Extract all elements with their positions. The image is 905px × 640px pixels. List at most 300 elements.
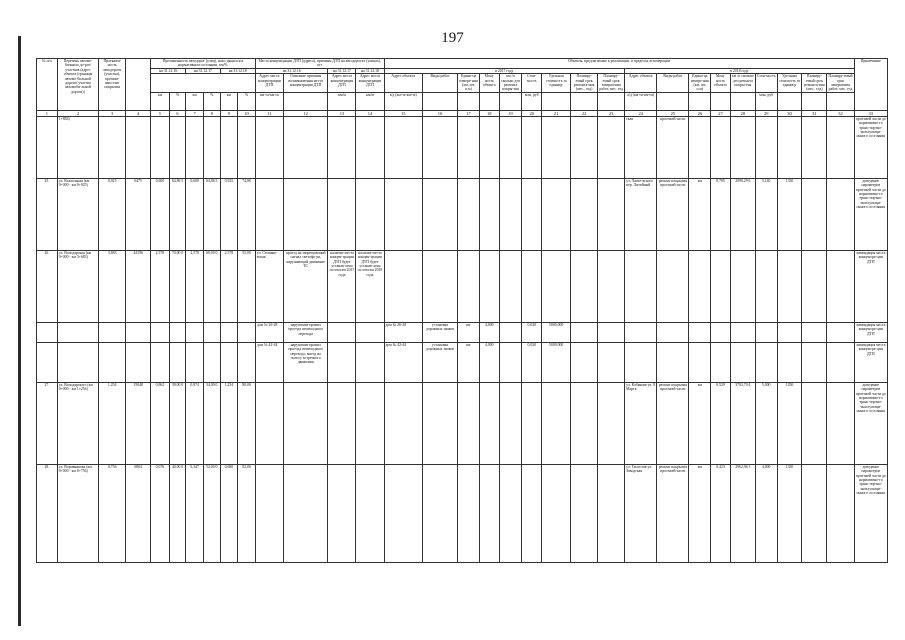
col-number: 25 [657, 110, 689, 116]
col-number: 1 [37, 110, 58, 116]
cell-c15 [384, 382, 422, 464]
cell-c24 [625, 250, 657, 322]
cell-c28: 3703,70 4 [730, 382, 755, 464]
col-number: 20 [522, 110, 542, 116]
cell-c15: дом № 42-44 [384, 342, 422, 382]
cell-c5 [151, 342, 170, 382]
cell-c4: 6475 [126, 178, 151, 250]
cell-c26: км [689, 178, 711, 250]
cell-c28 [730, 116, 755, 178]
hdr-ucost-18: Удельная стоимость за единицу [777, 74, 802, 93]
cell-c21: 5000,000 [542, 322, 571, 342]
cell-c28 [730, 342, 755, 382]
cell-c28: 2962,96 3 [730, 464, 755, 562]
cell-c29: 4,000 [755, 464, 777, 562]
u-9: км [220, 92, 238, 110]
hdr-n-17: на 31.12.17 [186, 68, 220, 73]
hdr-normative: Протяженность автодорог (улиц), нахо-дящихся в нормативном состоянии, км/% [151, 59, 256, 69]
cell-c30: 1350 [777, 464, 802, 562]
cell-c16 [422, 178, 457, 250]
cell-c9: 2,578 [220, 250, 238, 322]
col-number: 29 [755, 110, 777, 116]
cell-c29 [755, 322, 777, 342]
cell-c16 [422, 464, 457, 562]
cell-c16: установка дорожных знаков [422, 322, 457, 342]
col-number: 9 [220, 110, 238, 116]
col-number: 6 [169, 110, 186, 116]
cell-c31 [802, 116, 827, 178]
hdr-n-16: на 31.12.16 [151, 68, 186, 73]
cell-c14 [356, 342, 384, 382]
cell-c11 [255, 178, 283, 250]
u-13: км/м [328, 92, 356, 110]
cell-c21: 5000,000 [542, 342, 571, 382]
cell-c14: наличие места концен-трации ДТП будет устанав-лено по итогам 2018 года [356, 250, 384, 322]
cell-c4: 44196 [126, 250, 151, 322]
col-number: 19 [499, 110, 522, 116]
table-row [37, 250, 888, 322]
cell-c10: 82,00 [238, 464, 256, 562]
cell-c30 [777, 322, 802, 342]
hdr-c-16: на 31.12.16 [255, 68, 328, 73]
hdr-obj-addr-18: Адрес объекта [625, 74, 657, 93]
col-number: 13 [328, 110, 356, 116]
col-number: 8 [203, 110, 220, 116]
cell-c27: 0,529 [711, 382, 731, 464]
cell-c9: 0,925 [220, 178, 238, 250]
cell-c4 [126, 342, 151, 382]
cell-c24 [625, 342, 657, 382]
cell-c11 [255, 116, 283, 178]
hdr-length: Протяжен-ность автодороги (участка), протяже-нностью покрытия [99, 59, 126, 111]
cell-c7 [186, 342, 204, 382]
cell-no [37, 342, 58, 382]
cell-c22 [571, 342, 598, 382]
cell-c24: ул. Кобякова-ул. 8 Марта [625, 382, 657, 464]
u-8: % [203, 92, 220, 110]
cell-road: ул. Вокзальная (км 0+000 - км 0+925) [57, 178, 98, 250]
cell-c9: 0,680 [220, 464, 238, 562]
cell-c23 [598, 322, 625, 342]
cell-c11 [255, 464, 283, 562]
cell-c22 [571, 178, 598, 250]
cell-c7: 0,600 [186, 178, 204, 250]
u-22 [571, 92, 598, 110]
cell-c24 [625, 322, 657, 342]
cell-c29 [755, 342, 777, 382]
col-number: 4 [126, 110, 151, 116]
cell-c13 [328, 322, 356, 342]
cell-c7: 0,974 [186, 382, 204, 464]
cell-c12: нарушение правил проезда пешеходного перехода, выезд на полосу встречного движения [283, 342, 328, 382]
cell-c28 [730, 250, 755, 322]
cell-c27 [711, 322, 731, 342]
cell-c15: дом № 26-28 [384, 322, 422, 342]
hdr-cost-18: Стои-мость [755, 74, 777, 93]
cell-c8: 64,86 5 [203, 178, 220, 250]
cell-c5: 0,862 [151, 382, 170, 464]
cell-c6: 64,86 5 [169, 178, 186, 250]
hdr-power-17: Мощ-ность объекта [479, 74, 499, 93]
cell-no: 27. [37, 382, 58, 464]
col-number: 12 [283, 110, 328, 116]
cell-c6 [169, 116, 186, 178]
cell-c18 [479, 382, 499, 464]
u-10: % [238, 92, 256, 110]
cell-road [57, 342, 98, 382]
cell-c25: ремонт покрытия проезжей части [657, 382, 689, 464]
col-number: 17 [458, 110, 480, 116]
hdr-addr-place: Адрес места концентрации ДТП [255, 74, 283, 93]
cell-c22 [571, 116, 598, 178]
cell-c9 [220, 322, 238, 342]
cell-c26 [689, 116, 711, 178]
cell-c32 [827, 322, 854, 342]
cell-c14 [356, 464, 384, 562]
hdr-c-17: на 31.12.17 [328, 68, 356, 73]
cell-note: ликвидация места концентра-ции ДТП [854, 322, 887, 342]
cell-c13: наличие места концен-трации ДТП будет устанав-лено по итогам 2017 года [328, 250, 356, 322]
u-28 [730, 92, 755, 110]
cell-c19 [499, 382, 522, 464]
u-15: а/д (км+м-км+м) [384, 92, 422, 110]
cell-c19 [499, 116, 522, 178]
cell-c16 [422, 116, 457, 178]
cell-c8 [203, 322, 220, 342]
cell-c16 [422, 382, 457, 464]
cell-c14 [356, 322, 384, 342]
hdr-n-18: на 31.12.18 [220, 68, 255, 73]
cell-c30: 1350 [777, 382, 802, 464]
col-number: 7 [186, 110, 204, 116]
cell-c8: 34,00 0 [203, 382, 220, 464]
header-row-3 [37, 74, 888, 93]
page-number: 197 [441, 30, 464, 46]
cell-c22 [571, 464, 598, 562]
hdr-ucost-17: Удельная стоимость за единицу [542, 74, 571, 93]
u-24: а/д (км+м-км+м) [625, 92, 657, 110]
cell-c26: км [689, 382, 711, 464]
cell-c18 [479, 464, 499, 562]
u-16 [422, 92, 457, 110]
cell-c28 [730, 322, 755, 342]
cell-c23 [598, 250, 625, 322]
hdr-cost-17: Стои-мость [522, 74, 542, 93]
col-number: 28 [730, 110, 755, 116]
col-number: 18 [479, 110, 499, 116]
cell-c18 [479, 250, 499, 322]
register-table [36, 58, 888, 563]
cell-c22 [571, 322, 598, 342]
cell-c6: 70,00 0 [169, 250, 186, 322]
cell-c32 [827, 382, 854, 464]
cell-c27 [711, 250, 731, 322]
cell-c32 [827, 250, 854, 322]
hdr-roads: Перечень автомо-бильных до-рог/участков (адрес объекта (границы автомо-бильной дороги/ участка автомоби-льной дороги)) [57, 59, 98, 111]
col-number: 31 [802, 110, 827, 116]
cell-no [37, 116, 58, 178]
col-number: 24 [625, 110, 657, 116]
u-21 [542, 92, 571, 110]
cell-note: доведение параметров проезжей части до нормативно-го транс-портно-эксплуатаци-онного состояния [854, 464, 887, 562]
cell-c18 [479, 178, 499, 250]
cell-c31 [802, 342, 827, 382]
cell-c20 [522, 178, 542, 250]
hdr-work-17: Виды работ [422, 74, 457, 93]
cell-c17 [458, 250, 480, 322]
col-number: 10 [238, 110, 256, 116]
cell-c20 [522, 464, 542, 562]
cell-c7 [186, 322, 204, 342]
cell-c15 [384, 116, 422, 178]
cell-c23 [598, 342, 625, 382]
u-7: км [186, 92, 204, 110]
cell-c23 [598, 116, 625, 178]
cell-c10 [238, 342, 256, 382]
cell-c19 [499, 178, 522, 250]
cell-c16 [422, 250, 457, 322]
cell-c22 [571, 250, 598, 322]
u-29: млн. руб [755, 92, 777, 110]
data-rows [37, 116, 888, 562]
u-18 [479, 92, 499, 110]
cell-c21 [542, 382, 571, 464]
cell-no: 25. [37, 178, 58, 250]
u-27 [711, 92, 731, 110]
cell-c13 [328, 116, 356, 178]
cell-c4 [126, 322, 151, 342]
u-32 [827, 92, 854, 110]
cell-c29: 5,000 [755, 382, 777, 464]
hdr-obj-addr-17: Адрес объекта [384, 74, 422, 93]
cell-c25 [657, 250, 689, 322]
cell-c25 [657, 322, 689, 342]
cell-c4: 6804 [126, 464, 151, 562]
cell-c27: 0,785 [711, 178, 731, 250]
cell-c23 [598, 178, 625, 250]
cell-c31 [802, 464, 827, 562]
hdr-prep-18: Планиру-емый срок ремонта-ния (мес., год) [802, 74, 827, 93]
cell-c9: 1,254 [220, 382, 238, 464]
cell-c5 [151, 116, 170, 178]
cell-c31 [802, 322, 827, 342]
hdr-addr-18: Адрес места концентрации ДТП [356, 74, 384, 93]
cell-c10: 80,00 [238, 382, 256, 464]
cell-c27 [711, 342, 731, 382]
cell-c23 [598, 464, 625, 562]
cell-no: 28. [37, 464, 58, 562]
cell-c32 [827, 116, 854, 178]
cell-c24: ул. Лапте-вского пер. Литейный [625, 178, 657, 250]
table-row [37, 116, 888, 178]
cell-c3: 1,254 [99, 382, 126, 464]
cell-c6 [169, 322, 186, 342]
cell-c21 [542, 464, 571, 562]
cell-c14 [356, 116, 384, 178]
hdr-pfin-18: Планиру-емый срок завершения работ, мес. год [828, 74, 853, 92]
hdr-concentration: Места концентрации ДТП (адреса), причины ДТП на автодорогах (улицах), шт [255, 59, 384, 69]
cell-c25: ремонт покрытия проезжей части [657, 178, 689, 250]
u-20: млн. руб [522, 92, 542, 110]
cell-c6 [169, 342, 186, 382]
col-number: 27 [711, 110, 731, 116]
cell-c5: 0,600 [151, 178, 170, 250]
cell-c27: 0,423 [711, 464, 731, 562]
cell-c11: дом № 26-28 [255, 322, 283, 342]
table-row [37, 322, 888, 342]
cell-c26 [689, 322, 711, 342]
cell-c25: проезжей части [657, 116, 689, 178]
col-number: 2 [57, 110, 98, 116]
cell-c17: шт. [458, 322, 480, 342]
header-row-1 [37, 59, 888, 69]
cell-c10: 74,86 [238, 178, 256, 250]
hdr-no: № п/п [37, 59, 58, 111]
cell-c8 [203, 116, 220, 178]
cell-c3 [99, 116, 126, 178]
cell-c11: дом № 42-44 [255, 342, 283, 382]
cell-c29 [755, 116, 777, 178]
u-5: км [151, 92, 170, 110]
cell-c23 [598, 382, 625, 464]
table-row [37, 382, 888, 464]
col-number: 33 [854, 110, 887, 116]
cell-c11: ул. Стомано-вская [255, 250, 283, 322]
cell-c30 [777, 116, 802, 178]
cell-c25 [657, 342, 689, 382]
cell-c13 [328, 382, 356, 464]
cell-c17 [458, 464, 480, 562]
cell-road: ул. Воровникова (км 0+000 - км 0+756) [57, 464, 98, 562]
col-number: 5 [151, 110, 170, 116]
cell-c4: 15048 [126, 382, 151, 464]
cell-c20 [522, 382, 542, 464]
col-number: 21 [542, 110, 571, 116]
col-number: 22 [571, 110, 598, 116]
cell-note: доведение параметров проезжей части до нормативно-го транс-портно-эксплуатаци-онного состояния [854, 178, 887, 250]
u-17 [458, 92, 480, 110]
cell-c3 [99, 322, 126, 342]
cell-c28: 2090,29 6 [730, 178, 755, 250]
cell-road: 1+884) [57, 116, 98, 178]
cell-c12 [283, 382, 328, 464]
cell-c15 [384, 250, 422, 322]
cell-c8: 60,00 0 [203, 250, 220, 322]
hdr-kmc-17: км /п сколько дтп ремонта покры-тия [501, 74, 520, 92]
cell-c26 [689, 250, 711, 322]
cell-c5: 0,076 [151, 464, 170, 562]
cell-c30 [777, 250, 802, 322]
cell-c26 [689, 342, 711, 382]
cell-c22 [571, 382, 598, 464]
cell-c3: 3,683 [99, 250, 126, 322]
scan-edge [18, 36, 21, 626]
cell-c6: 39,00 0 [169, 382, 186, 464]
cell-c25: ремонт покрытия проезжей части [657, 464, 689, 562]
table-row [37, 178, 888, 250]
hdr-objects: Объекты, предлагаемые к реализации, в пределах агломерации [384, 59, 854, 69]
cell-c13 [328, 178, 356, 250]
hdr-y2018: в 2018 году [625, 68, 854, 73]
cell-c16: установка дорожных знаков [422, 342, 457, 382]
cell-c8 [203, 342, 220, 382]
cell-c31 [802, 382, 827, 464]
cell-c20: 0,020 [522, 322, 542, 342]
cell-c17 [458, 116, 480, 178]
cell-road: ул. Володарская (км 0+000 - км 3+683) [57, 250, 98, 322]
hdr-power-18: Мощ-ность объекта [711, 74, 731, 93]
cell-c20 [522, 116, 542, 178]
cell-c9 [220, 342, 238, 382]
hdr-length-2 [126, 59, 151, 111]
cell-c12 [283, 116, 328, 178]
u-11: км+м-км+м [255, 92, 283, 110]
hdr-addr-17: Адрес места концентрации ДТП [328, 74, 356, 93]
cell-c20: 0,020 [522, 342, 542, 382]
u-19 [499, 92, 522, 110]
cell-c29 [755, 250, 777, 322]
u-6: % [169, 92, 186, 110]
hdr-work-18: Виды работ [657, 74, 689, 93]
hdr-y2017: в 2017 году [384, 68, 625, 73]
cell-c14 [356, 178, 384, 250]
header-units [37, 92, 888, 110]
cell-c31 [802, 178, 827, 250]
cell-c13 [328, 342, 356, 382]
hdr-kmc-18: км /п сколько дтп ремонта покры-тия [730, 74, 755, 93]
cell-c11 [255, 382, 283, 464]
cell-c12 [283, 178, 328, 250]
col-number: 30 [777, 110, 802, 116]
col-number: 15 [384, 110, 422, 116]
cell-c12 [283, 464, 328, 562]
cell-c4 [126, 116, 151, 178]
cell-c3 [99, 342, 126, 382]
cell-c19 [499, 464, 522, 562]
cell-c24: ул. Гаспелов-ул. Заводская [625, 464, 657, 562]
cell-c7: 2,578 [186, 250, 204, 322]
cell-c30: 1350 [777, 178, 802, 250]
cell-c32 [827, 178, 854, 250]
cell-c20 [522, 250, 542, 322]
col-number: 3 [99, 110, 126, 116]
table-row [37, 464, 888, 562]
cell-c10: 55,00 [238, 250, 256, 322]
cell-c15 [384, 464, 422, 562]
u-12 [283, 92, 328, 110]
cell-no [37, 322, 58, 342]
cell-c7 [186, 116, 204, 178]
col-number: 11 [255, 110, 283, 116]
cell-no: 26. [37, 250, 58, 322]
cell-note: ликвидация места концентра-ции ДТП [854, 250, 887, 322]
col-number: 26 [689, 110, 711, 116]
cell-c13 [328, 464, 356, 562]
cell-c29: 3,140 [755, 178, 777, 250]
cell-c31 [802, 250, 827, 322]
hdr-prep-17: Планиру-емый срок ремонта-ния (мес., год) [571, 74, 598, 93]
cell-c21 [542, 250, 571, 322]
cell-c21 [542, 178, 571, 250]
u-14: км/м [356, 92, 384, 110]
cell-c19 [499, 250, 522, 322]
hdr-c-18: на 31.12.18 [356, 68, 384, 73]
cell-c14 [356, 382, 384, 464]
cell-c12: нарушение правил проезда пешеходного перехода [283, 322, 328, 342]
hdr-unit-18: Едини-ца измере-ния (км, шт, п.м) [690, 74, 709, 92]
hdr-blank [151, 74, 256, 93]
cell-c12: проезд на запрещающий сигнал светофо-ра, нарушающий движение ТС [283, 250, 328, 322]
